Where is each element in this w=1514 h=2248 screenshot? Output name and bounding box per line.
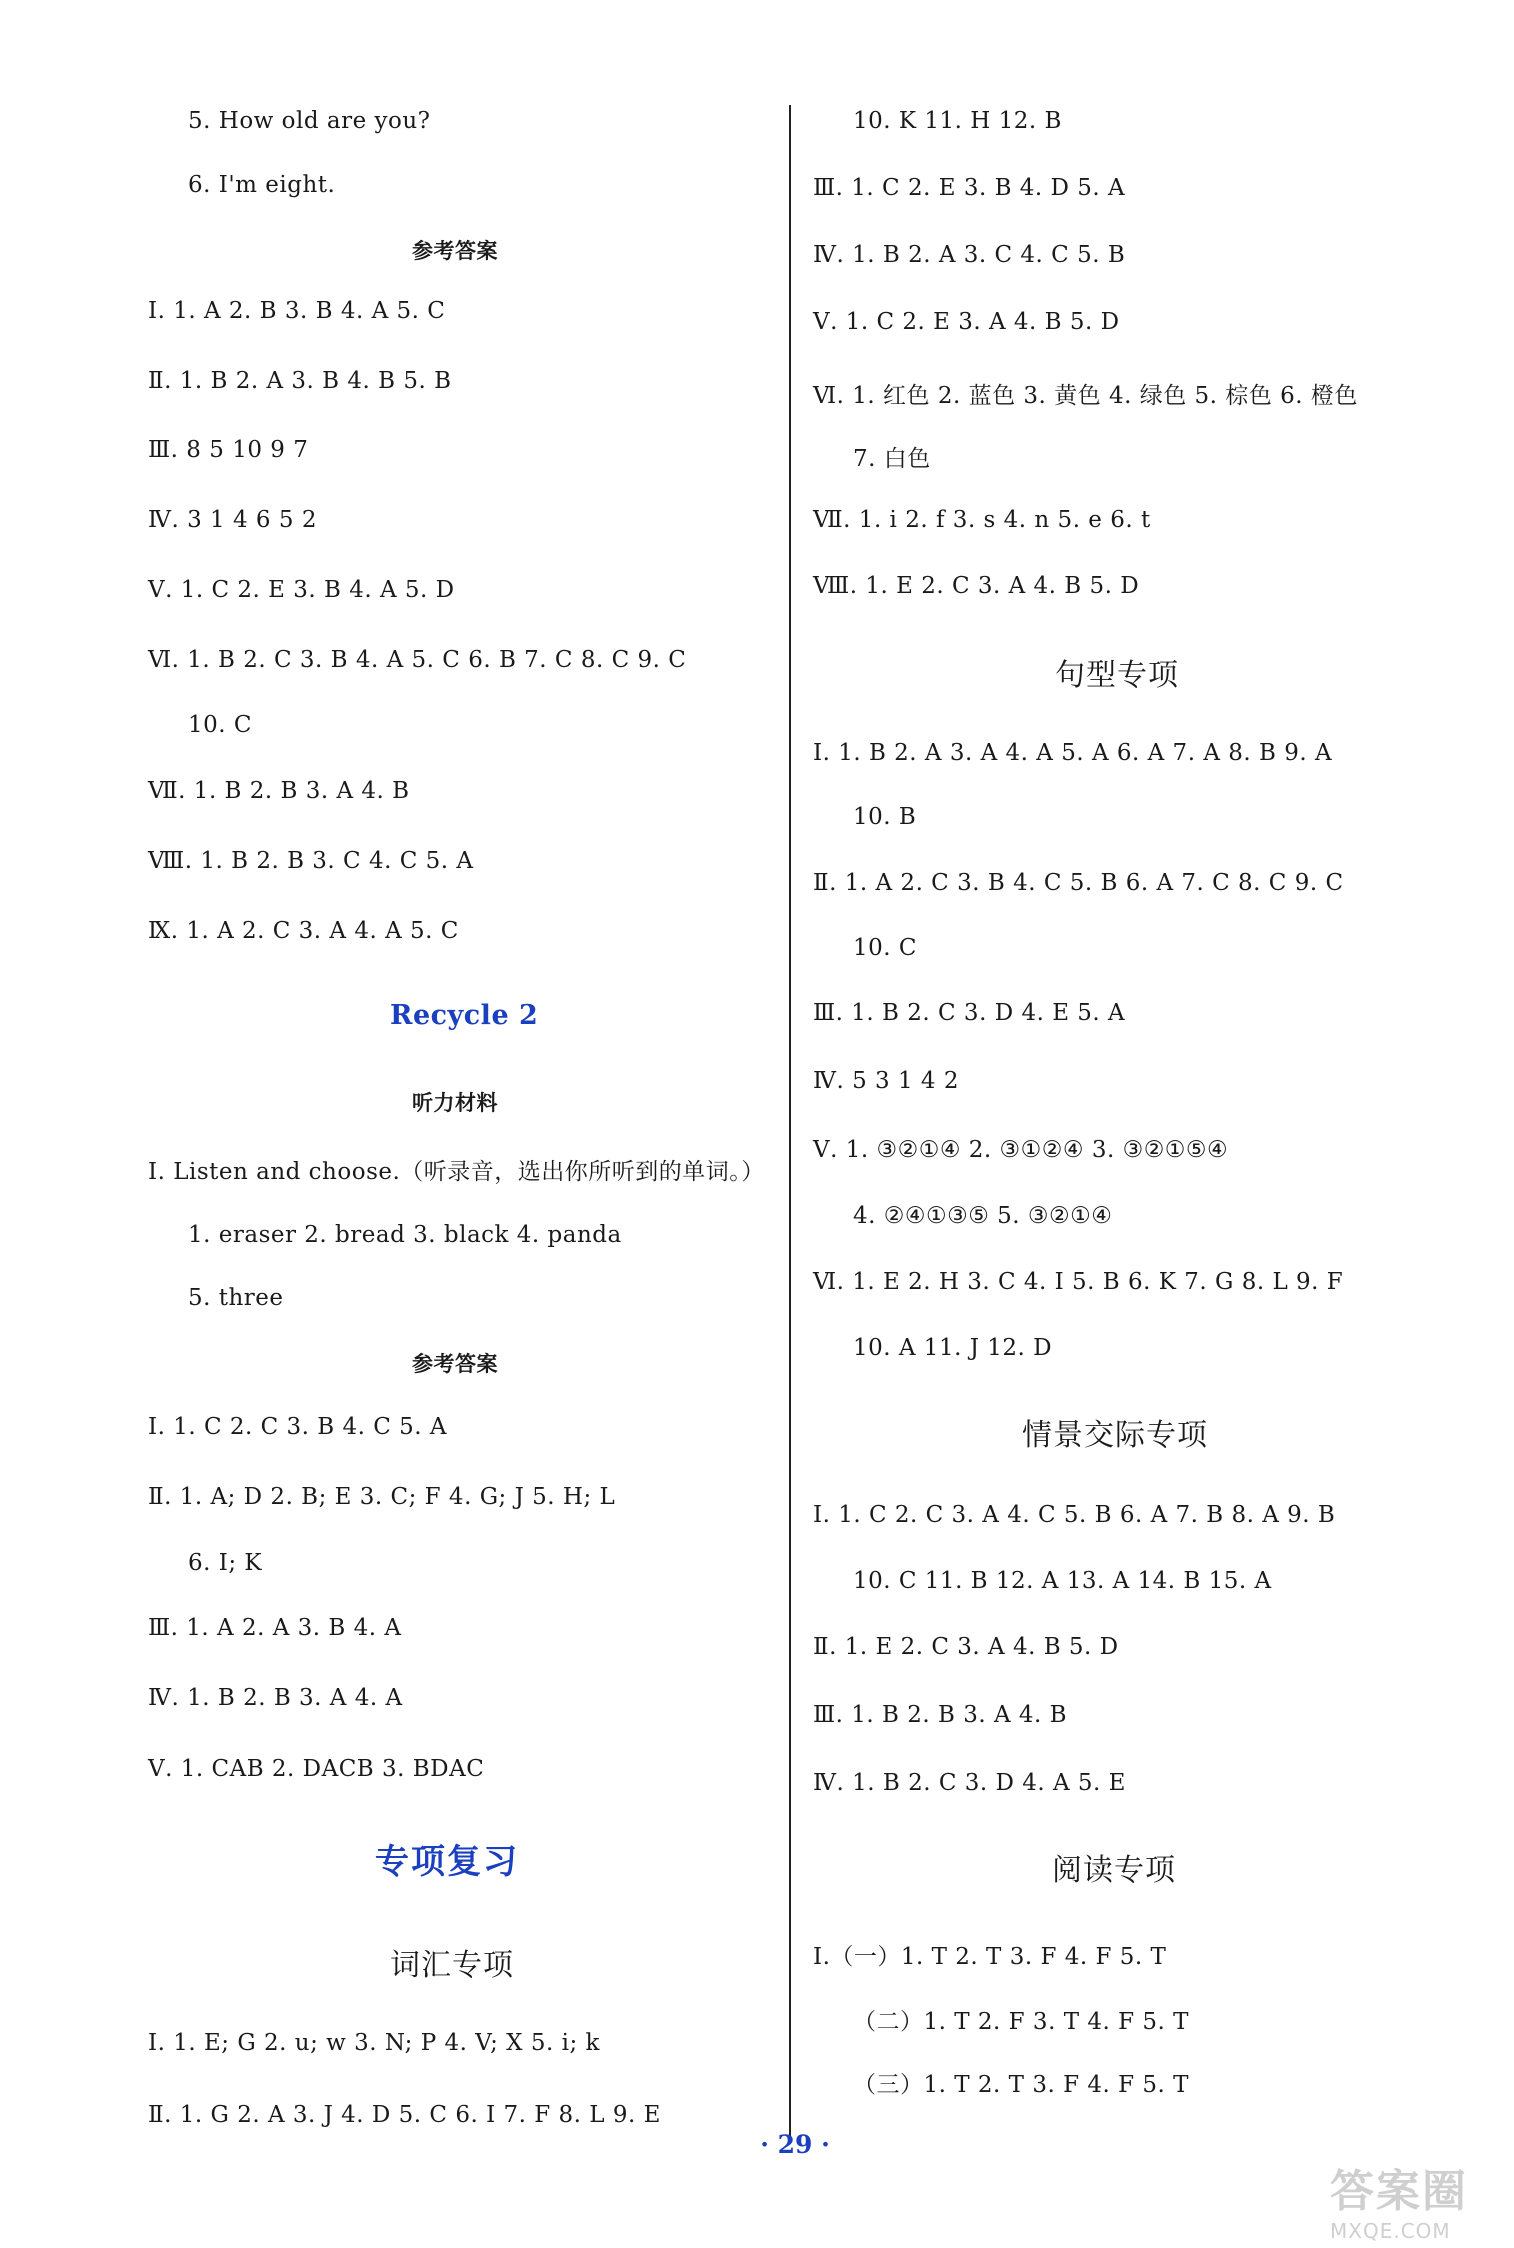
subsection-title-reading: 阅读专项 xyxy=(1052,1853,1176,1888)
answer-line: Ⅵ. 1. B 2. C 3. B 4. A 5. C 6. B 7. C 8. C 9. C xyxy=(148,647,687,673)
answer-line: Ⅳ. 3 1 4 6 5 2 xyxy=(148,507,317,533)
answer-line: Ⅳ. 1. B 2. B 3. A 4. A xyxy=(148,1685,403,1711)
answer-line: （三）1. T 2. T 3. F 4. F 5. T xyxy=(853,2072,1189,2098)
answer-line: Ⅲ. 1. C 2. E 3. B 4. D 5. A xyxy=(813,175,1126,201)
answer-line: Ⅰ. 1. B 2. A 3. A 4. A 5. A 6. A 7. A 8. B 9. A xyxy=(813,740,1333,766)
subsection-title-vocab: 词汇专项 xyxy=(390,1948,514,1983)
answer-line: Ⅶ. 1. i 2. f 3. s 4. n 5. e 6. t xyxy=(813,507,1151,533)
section-title-recycle-2: Recycle 2 xyxy=(390,1000,539,1031)
answer-line: 6. I; K xyxy=(188,1550,263,1576)
page-number: · 29 · xyxy=(760,2130,830,2159)
column-divider xyxy=(789,105,791,2140)
answer-line: Ⅰ. 1. C 2. C 3. A 4. C 5. B 6. A 7. B 8. A 9. B xyxy=(813,1502,1336,1528)
answer-line: 4. ②④①③⑤ 5. ③②①④ xyxy=(853,1203,1113,1229)
answer-line: Ⅵ. 1. 红色 2. 蓝色 3. 黄色 4. 绿色 5. 棕色 6. 橙色 xyxy=(813,383,1358,409)
answer-line: 10. C xyxy=(853,935,917,961)
answer-line: 10. B xyxy=(853,804,917,830)
answer-line: Ⅵ. 1. E 2. H 3. C 4. I 5. B 6. K 7. G 8. L 9. F xyxy=(813,1269,1344,1295)
subsection-title-sentence: 句型专项 xyxy=(1055,658,1179,693)
watermark-logo xyxy=(1330,2155,1505,2243)
answer-line: Ⅳ. 1. B 2. C 3. D 4. A 5. E xyxy=(813,1770,1126,1796)
answer-line: Ⅸ. 1. A 2. C 3. A 4. A 5. C xyxy=(148,918,459,944)
listening-line: Ⅰ. Listen and choose.（听录音，选出你所听到的单词。） xyxy=(148,1159,765,1185)
answer-line: 10. A 11. J 12. D xyxy=(853,1335,1053,1361)
answer-line: Ⅴ. 1. CAB 2. DACB 3. BDAC xyxy=(148,1756,485,1782)
answer-line: Ⅰ. 1. E; G 2. u; w 3. N; P 4. V; X 5. i; k xyxy=(148,2030,600,2056)
answer-line: （二）1. T 2. F 3. T 4. F 5. T xyxy=(853,2009,1189,2035)
subsection-title-dialogue: 情景交际专项 xyxy=(1022,1418,1208,1453)
answer-line: Ⅰ. 1. C 2. C 3. B 4. C 5. A xyxy=(148,1414,448,1440)
answer-line: Ⅰ. 1. A 2. B 3. B 4. A 5. C xyxy=(148,298,446,324)
answer-line: Ⅱ. 1. A 2. C 3. B 4. C 5. B 6. A 7. C 8. C 9. C xyxy=(813,870,1344,896)
answer-line: Ⅴ. 1. ③②①④ 2. ③①②④ 3. ③②①⑤④ xyxy=(813,1137,1229,1163)
answer-line: Ⅷ. 1. B 2. B 3. C 4. C 5. A xyxy=(148,848,474,874)
answer-line: Ⅱ. 1. B 2. A 3. B 4. B 5. B xyxy=(148,368,452,394)
listening-line: 5. three xyxy=(188,1285,284,1311)
listening-line: 6. I'm eight. xyxy=(188,172,336,198)
answer-line: Ⅴ. 1. C 2. E 3. A 4. B 5. D xyxy=(813,309,1120,335)
answer-line: Ⅲ. 1. B 2. B 3. A 4. B xyxy=(813,1702,1068,1728)
answer-key-heading: 参考答案 xyxy=(412,239,498,263)
answer-line: Ⅷ. 1. E 2. C 3. A 4. B 5. D xyxy=(813,573,1140,599)
listening-line: 5. How old are you? xyxy=(188,108,431,134)
answer-line: 10. C xyxy=(188,712,252,738)
listening-heading: 听力材料 xyxy=(412,1091,498,1115)
section-title-review: 专项复习 xyxy=(375,1842,519,1882)
watermark-url: MXQE.COM xyxy=(1330,2219,1451,2243)
answer-line: Ⅱ. 1. A; D 2. B; E 3. C; F 4. G; J 5. H; L xyxy=(148,1484,616,1510)
answer-line: 10. K 11. H 12. B xyxy=(853,108,1062,134)
answer-line: 10. C 11. B 12. A 13. A 14. B 15. A xyxy=(853,1568,1272,1594)
answer-line: Ⅳ. 5 3 1 4 2 xyxy=(813,1068,960,1094)
answer-line: Ⅲ. 8 5 10 9 7 xyxy=(148,437,309,463)
answer-line: Ⅲ. 1. A 2. A 3. B 4. A xyxy=(148,1615,402,1641)
answer-key-heading: 参考答案 xyxy=(412,1352,498,1376)
listening-line: 1. eraser 2. bread 3. black 4. panda xyxy=(188,1222,622,1248)
answer-line: Ⅴ. 1. C 2. E 3. B 4. A 5. D xyxy=(148,577,455,603)
answer-line: Ⅰ.（一）1. T 2. T 3. F 4. F 5. T xyxy=(813,1944,1167,1970)
answer-line: Ⅶ. 1. B 2. B 3. A 4. B xyxy=(148,778,410,804)
answer-line: Ⅱ. 1. G 2. A 3. J 4. D 5. C 6. I 7. F 8. L 9. E xyxy=(148,2102,661,2128)
watermark-text: 答案圈 xyxy=(1330,2166,1468,2217)
answer-line: 7. 白色 xyxy=(853,446,931,472)
answer-line: Ⅳ. 1. B 2. A 3. C 4. C 5. B xyxy=(813,242,1126,268)
answer-line: Ⅱ. 1. E 2. C 3. A 4. B 5. D xyxy=(813,1634,1119,1660)
answer-line: Ⅲ. 1. B 2. C 3. D 4. E 5. A xyxy=(813,1000,1126,1026)
